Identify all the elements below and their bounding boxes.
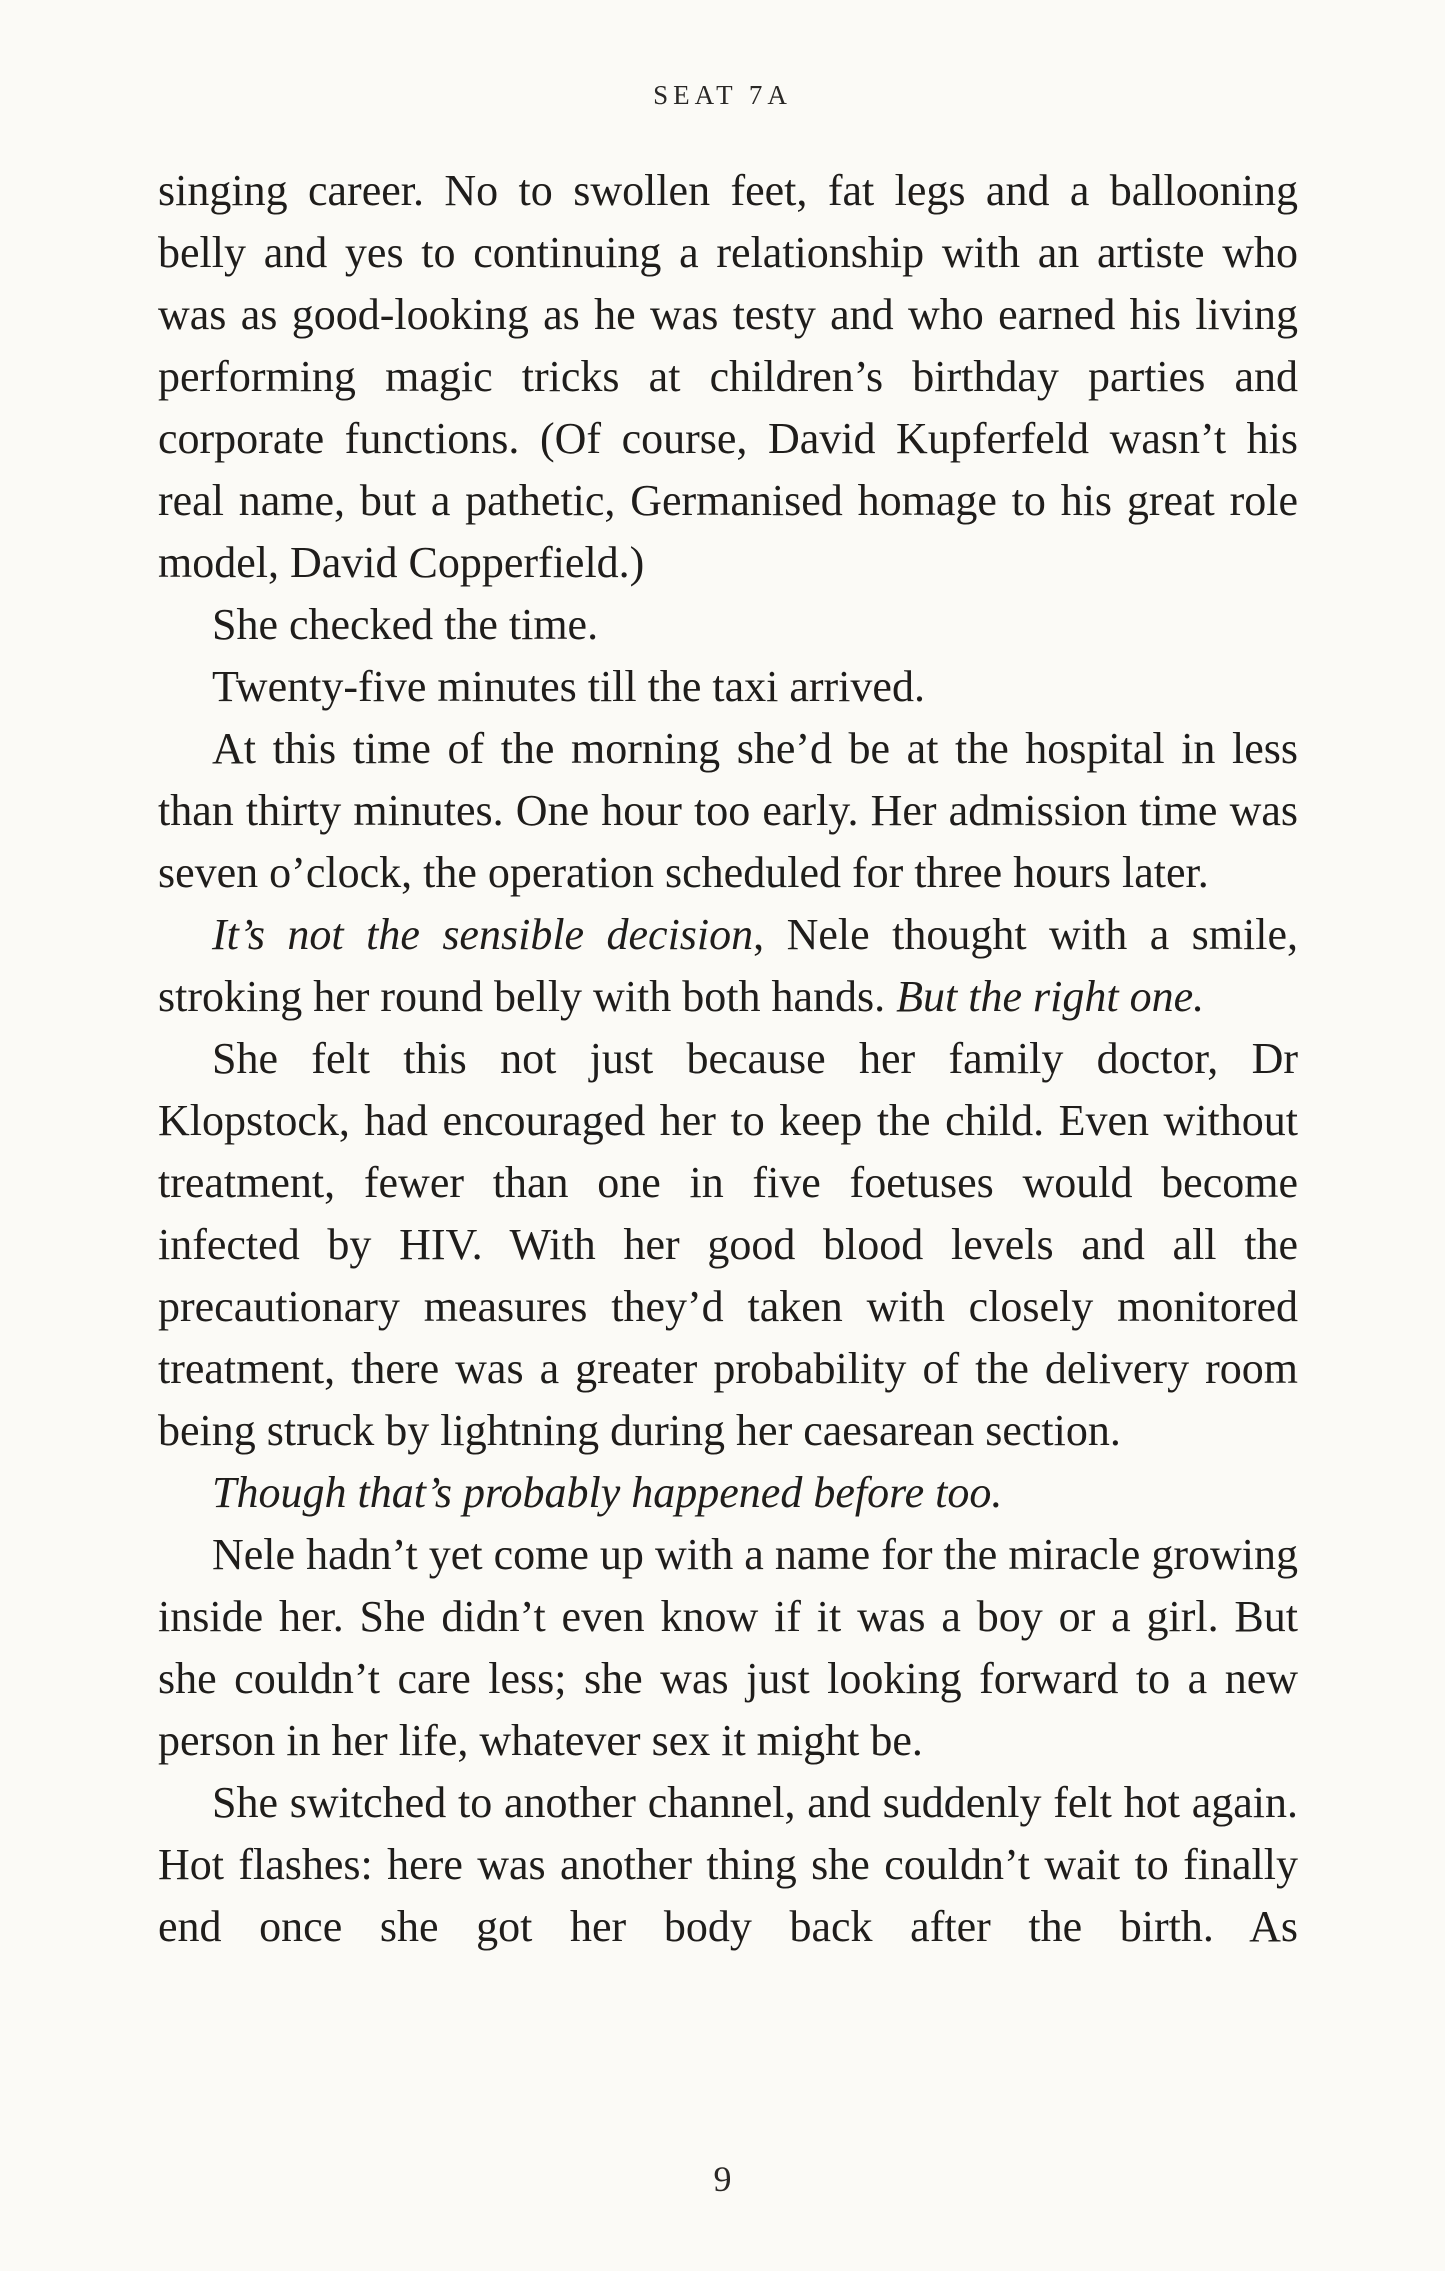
page-number: 9	[713, 2159, 732, 2199]
paragraph-3: Twenty-five minutes till the taxi arrived.	[212, 662, 925, 711]
paragraph-5-text: , Nele thought with a smile, stroking her round belly with both hands.	[158, 910, 1299, 1021]
italic-thought-3: Though that’s probably happened before too.	[212, 1468, 1003, 1517]
paragraph-9: She switched to another channel, and suddenly felt hot again. Hot flashes: here was another thing she couldn’t wait to finally end once she got her body back after the birth. As	[158, 1778, 1298, 1951]
paragraph-1: singing career. No to swollen feet, fat legs and a ballooning belly and yes to continuing a relationship with an artiste who was as good-looking as he was testy and who earned his living performing magic tricks at children’s birthday parties and corporate functions. (Of course, David Kupferfeld wasn’t his real name, but a pathetic, Germanised homage to his great role model, David Copperfield.)	[158, 166, 1298, 587]
italic-thought-2: But the right one.	[896, 972, 1205, 1021]
paragraph-5	[158, 904, 1298, 1028]
paragraph-2: She checked the time.	[212, 600, 599, 649]
paragraph-7	[158, 1462, 1298, 1524]
paragraph-6: She felt this not just because her family doctor, Dr Klopstock, had encouraged her to keep the child. Even without treatment, fewer than one in five foetuses would become infected by HIV. With her good blood levels and all the precautionary measures they’d taken with closely monitored treatment, there was a greater probability of the delivery room being struck by lightning during her caesarean section.	[158, 1034, 1298, 1455]
paragraph-4: At this time of the morning she’d be at the hospital in less than thirty minutes. One hour too early. Her admission time was seven o’clock, the operation scheduled for three hours later.	[158, 724, 1298, 897]
body-text	[158, 160, 1298, 1958]
italic-thought-1: It’s not the sensible decision	[212, 910, 754, 959]
running-head: SEAT 7A	[653, 80, 792, 110]
paragraph-8: Nele hadn’t yet come up with a name for the miracle growing inside her. She didn’t even know if it was a boy or a girl. But she couldn’t care less; she was just looking forward to a new person in her life, whatever sex it might be.	[158, 1530, 1298, 1765]
